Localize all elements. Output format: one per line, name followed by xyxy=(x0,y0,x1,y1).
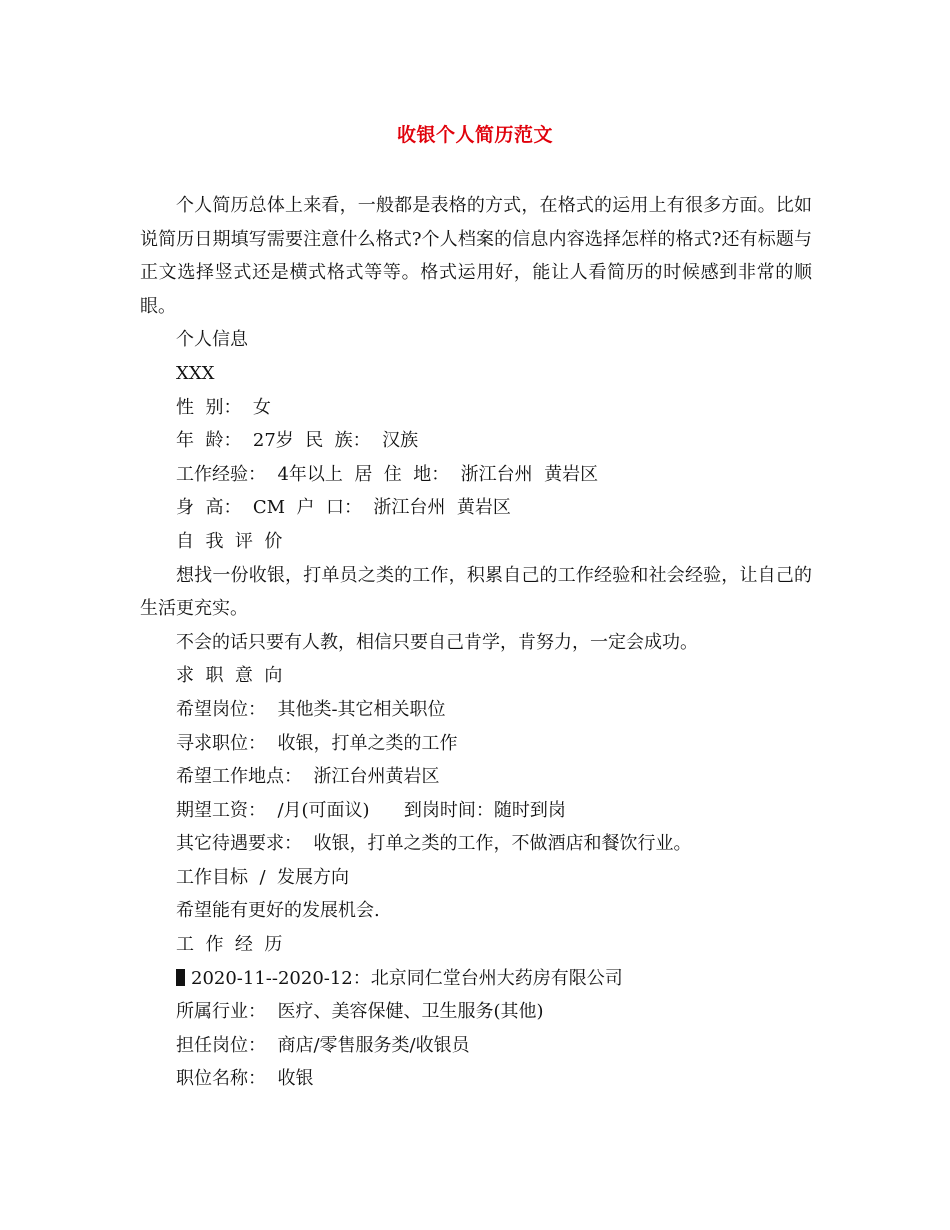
goal-heading: 工作目标 / 发展方向 xyxy=(176,866,349,888)
personal-info-heading: 个人信息 xyxy=(176,329,248,351)
job-period-text: 2020-11--2020-12：北京同仁堂台州大药房有限公司 xyxy=(191,967,623,989)
intro-paragraph: 个人简历总体上来看，一般都是表格的方式，在格式的运用上有很多方面。比如说简历日期填写需要注意什么格式?个人档案的信息内容选择怎样的格式?还有标题与正文选择竖式还是横式格式等等。格式运用好，能让人看简历的时候感到非常的顺眼。 xyxy=(140,195,812,317)
self-evaluation-paragraph-2: 不会的话只要有人教，相信只要自己肯学，肯努力，一定会成功。 xyxy=(176,631,698,653)
document-body xyxy=(140,189,812,1096)
height-hukou-line: 身 高： CM 户 口： 浙江台州 黄岩区 xyxy=(176,497,511,519)
document-title: 收银个人简历范文 xyxy=(396,124,553,146)
industry-line: 所属行业： 医疗、美容保健、卫生服务(其他) xyxy=(176,1001,544,1023)
experience-residence-line: 工作经验： 4年以上 居 住 地： 浙江台州 黄岩区 xyxy=(176,463,599,485)
bullet-square-icon xyxy=(176,969,185,986)
position-held-line: 担任岗位： 商店/零售服务类/收银员 xyxy=(176,1034,470,1056)
gender-line: 性 别： 女 xyxy=(176,396,271,418)
name-value: XXX xyxy=(176,362,215,384)
job-intention-heading: 求 职 意 向 xyxy=(176,665,283,687)
goal-text: 希望能有更好的发展机会. xyxy=(176,900,380,922)
salary-availability-line: 期望工资： /月(可面议) 到岗时间：随时到岗 xyxy=(176,799,566,821)
seeking-post-line: 寻求职位： 收银，打单之类的工作 xyxy=(176,732,458,754)
desired-location-line: 希望工作地点： 浙江台州黄岩区 xyxy=(176,766,440,788)
job-period-line xyxy=(140,962,812,996)
other-benefits-line: 其它待遇要求： 收银，打单之类的工作，不做酒店和餐饮行业。 xyxy=(176,833,692,855)
desired-post-line: 希望岗位： 其他类-其它相关职位 xyxy=(176,698,446,720)
age-ethnicity-line: 年 龄： 27岁 民 族： 汉族 xyxy=(176,430,419,452)
self-evaluation-heading: 自 我 评 价 xyxy=(176,530,283,552)
work-experience-heading: 工 作 经 历 xyxy=(176,934,283,956)
job-title-line: 职位名称： 收银 xyxy=(176,1068,314,1090)
self-evaluation-paragraph-1: 想找一份收银，打单员之类的工作，积累自己的工作经验和社会经验，让自己的生活更充实。 xyxy=(140,564,812,620)
